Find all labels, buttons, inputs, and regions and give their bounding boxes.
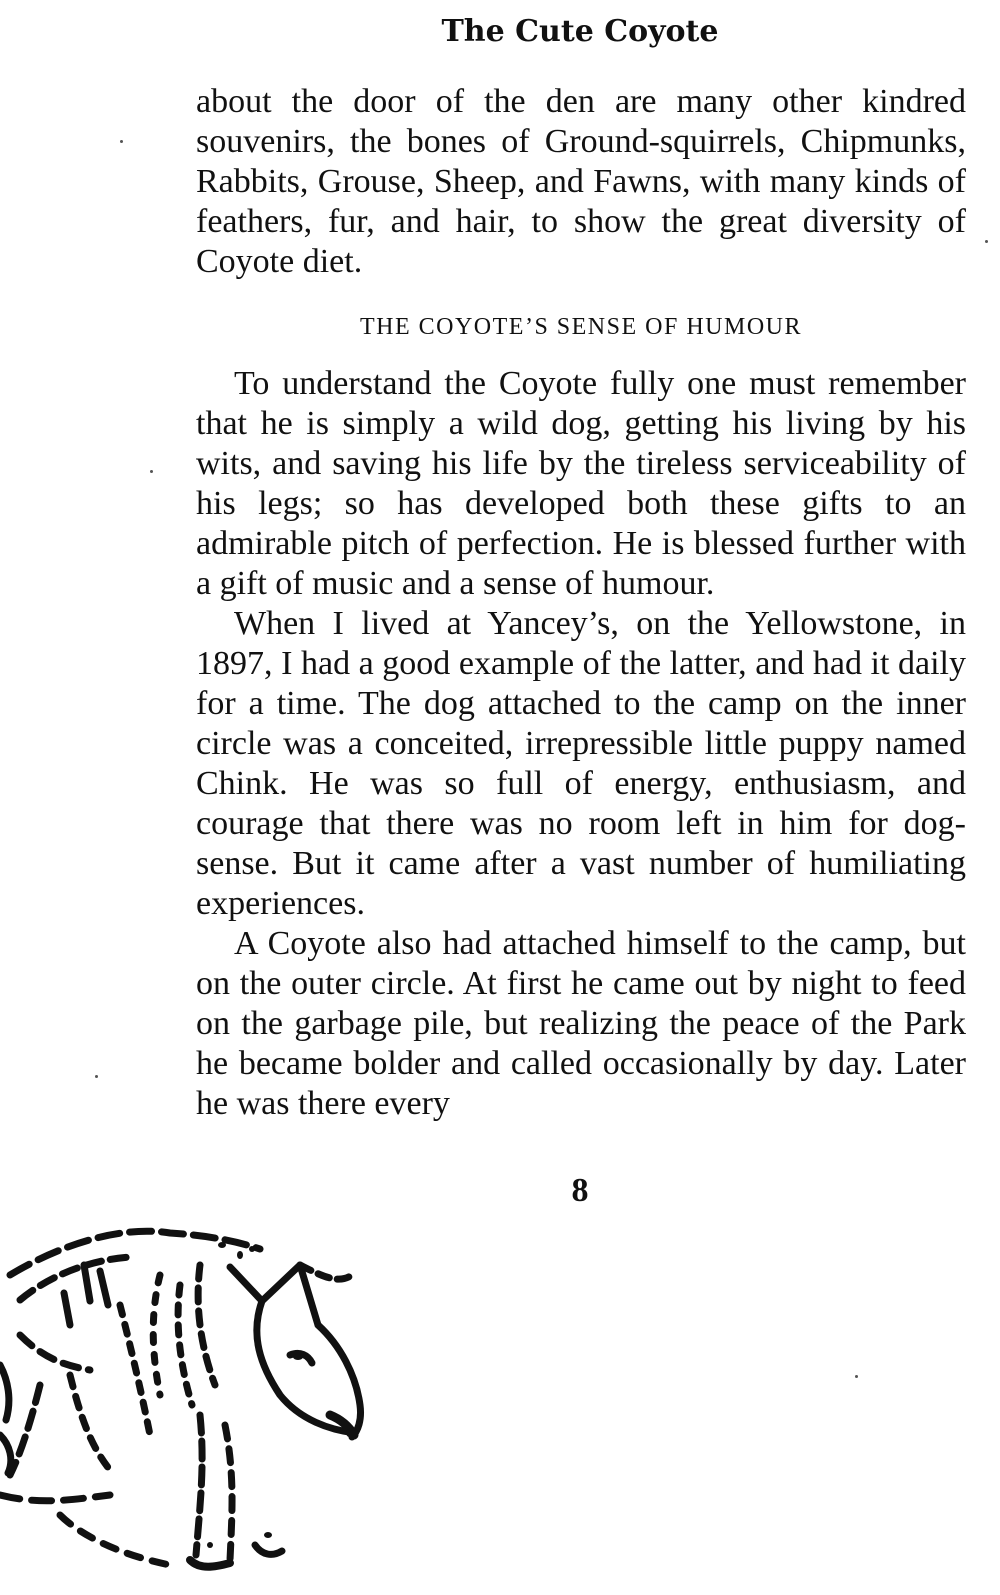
paragraph: To understand the Coyote fully one must remember that he is simply a wild dog, getting his living by his wits, and saving his life by the tireless serviceability of his legs; so has developed both these gifts to an admirable pitch of perfection. He is blessed further with a gift of music and a sense of humour.: [196, 365, 966, 602]
body-text: [196, 82, 966, 1124]
paragraph: When I lived at Yancey’s, on the Yellowstone, in 1897, I had a good example of the latter, and had it daily for a time. The dog attached to the camp on the inner circle was a conceited, irrepressible little puppy named Chink. He was so full of energy, enthusiasm, and courage that there was no room left in him for dog-sense. But it came after a vast number of humiliating experiences.: [196, 605, 966, 922]
print-speck: [95, 1075, 98, 1078]
print-speck: [150, 470, 153, 473]
section-heading: THE COYOTE’S SENSE OF HUMOUR: [359, 314, 803, 340]
coyote-illustration: [0, 1205, 380, 1595]
print-speck: [120, 140, 123, 143]
page-number: 8: [571, 1172, 589, 1209]
running-head: [0, 14, 1000, 49]
print-speck: [855, 1375, 858, 1378]
running-head-text: The Cute Coyote: [441, 14, 719, 49]
paragraph-continued: about the door of the den are many other kindred souvenirs, the bones of Ground-squirrels, Chipmunks, Rabbits, Grouse, Sheep, and Fawns, with many kinds of feathers, fur, and hair, to show the great diversity of Coyote diet.: [196, 83, 966, 280]
paragraph: A Coyote also had attached himself to the camp, but on the outer circle. At first he came out by night to feed on the garbage pile, but realizing the peace of the Park he became bolder and called occasionally by day. Later he was there every: [196, 925, 966, 1122]
print-speck: [985, 240, 988, 243]
